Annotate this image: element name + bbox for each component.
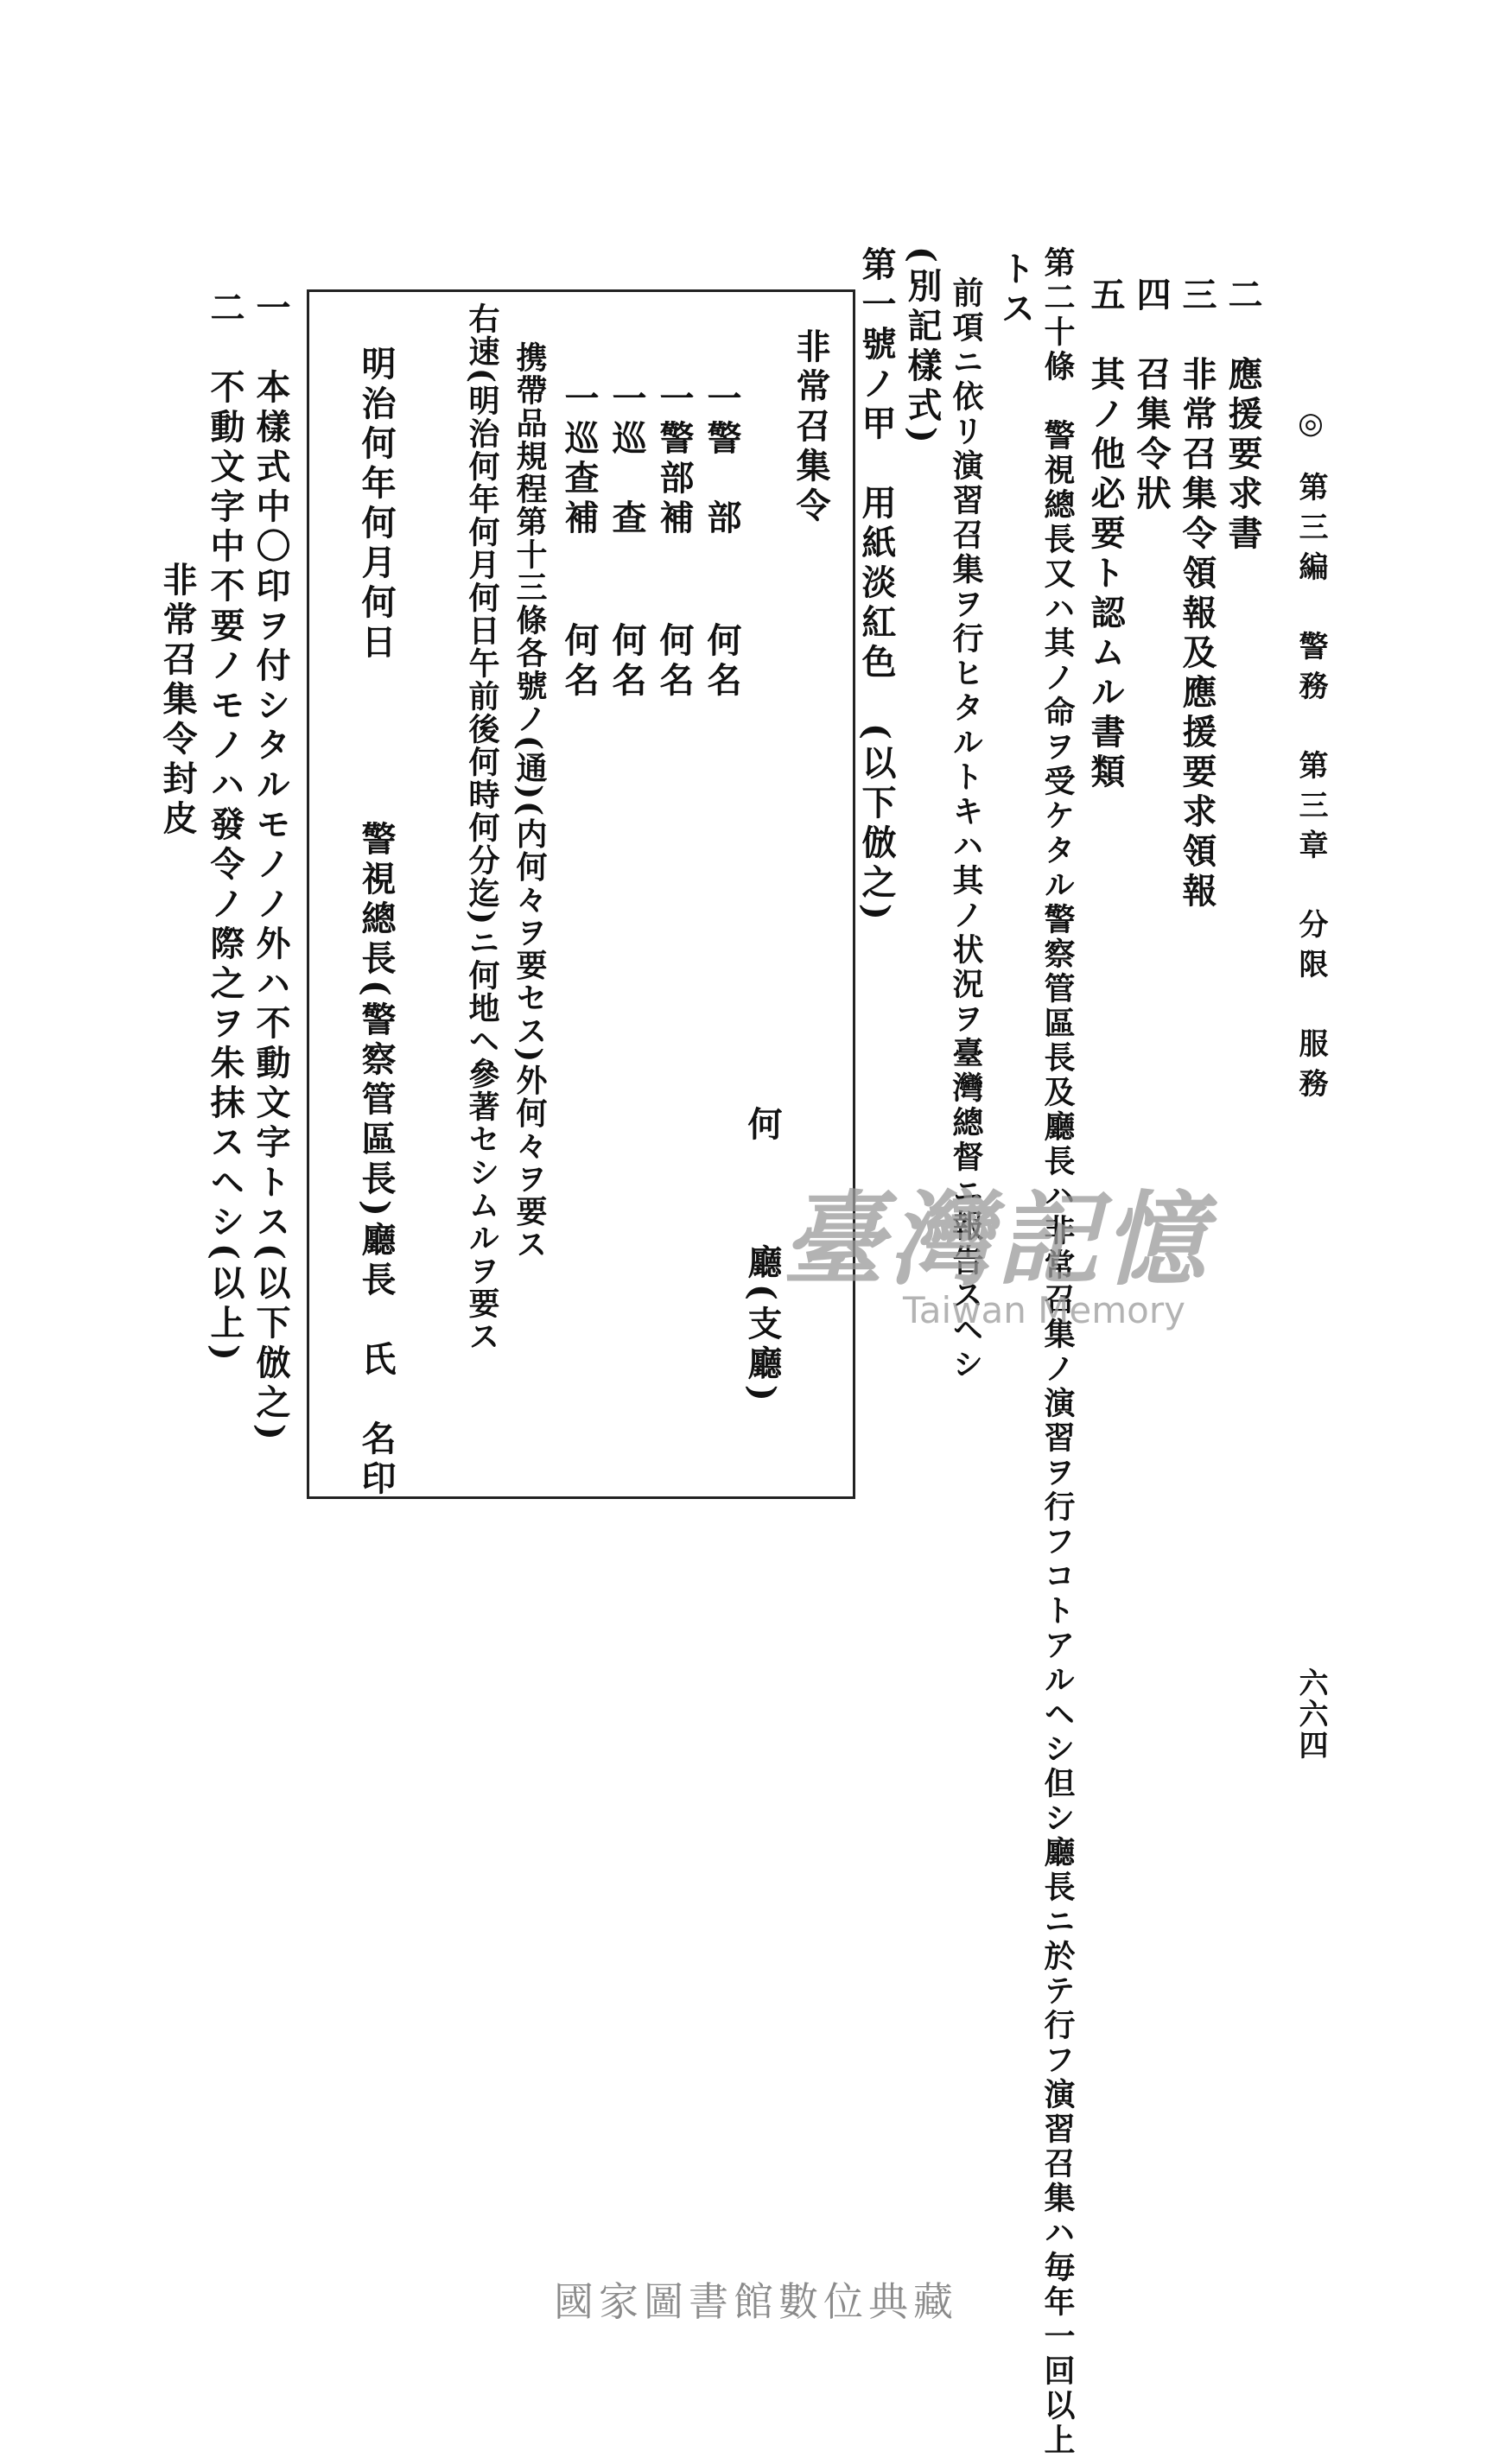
watermark-chinese: 臺灣記憶: [782, 1179, 1211, 1299]
form-rank-junsaho: 一巡查補: [559, 380, 600, 539]
form-rank-junsa: 一巡 查: [607, 380, 647, 539]
form-name-2: 何名: [654, 622, 695, 702]
form-name-1: 何名: [702, 622, 742, 702]
list-item-5: 五 其ノ他必要ト認ムル書類: [1085, 276, 1126, 793]
note-2: 二 不動文字中不要ノモノハ發令ノ際之ヲ朱抹スヘシ(以上): [205, 289, 245, 1366]
appendix-label: (別記樣式): [902, 246, 943, 448]
form-instruction-items: 携帶品規程第十三條各號ノ(通)(内何々ヲ要セス)外何々ヲ要ス: [511, 341, 548, 1261]
taiwan-memory-watermark: [782, 1158, 1210, 1331]
form-rank-keibu: 一警 部: [702, 380, 742, 539]
note-1: 一 本樣式中〇印ヲ付シタルモノノ外ハ不動文字トス(以下倣之): [251, 289, 291, 1445]
form-addressee-what: 何: [742, 1106, 783, 1146]
list-item-3: 三 非常召集令領報及應援要求領報: [1177, 276, 1217, 912]
next-form-title: 非常召集令封皮: [157, 562, 198, 840]
form-title: 非常召集令: [791, 328, 831, 527]
watermark-english: Taiwan Memory: [903, 1289, 1185, 1331]
list-item-2: 二 應援要求書: [1223, 276, 1263, 555]
form-date: 明治何年何月何日: [356, 346, 397, 664]
chapter-header: ◎ 第三編 警務 第三章 分限 服務: [1293, 406, 1328, 1108]
library-footer: 國家圖書館數位典藏: [554, 2278, 958, 2325]
form-name-4: 何名: [559, 622, 600, 702]
form-caption: 第一號ノ甲 用紙淡紅色 (以下倣之): [856, 246, 897, 925]
form-rank-keibuho: 一警部補: [654, 380, 695, 539]
article-20-cont: トス: [995, 251, 1036, 330]
list-item-4: 四 召集令狀: [1131, 276, 1172, 515]
form-instruction-report: 右速(明治何年何月何日午前後何時何分迄)ニ何地ヘ參著セシムルヲ要ス: [464, 302, 500, 1354]
article-20: 第二十條 警視總長又ハ其ノ命ヲ受ケタル警察管區長及廳長ハ非常召集ノ演習ヲ行フコトアルヘシ但シ廳長ニ於テ行フ演習召集ハ毎年一回以上: [1039, 246, 1076, 2458]
form-name-3: 何名: [607, 622, 647, 702]
article-20-para2: 前項ニ依リ演習召集ヲ行ヒタルトキハ其ノ状況ヲ臺灣總督ニ報告スヘシ: [948, 276, 984, 1382]
form-addressee-office: 廳(支廳): [742, 1244, 783, 1407]
form-signer: 警視總長(警察管區長)廳長 氏 名印: [356, 821, 397, 1500]
page-number: 六六四: [1293, 1667, 1328, 1761]
